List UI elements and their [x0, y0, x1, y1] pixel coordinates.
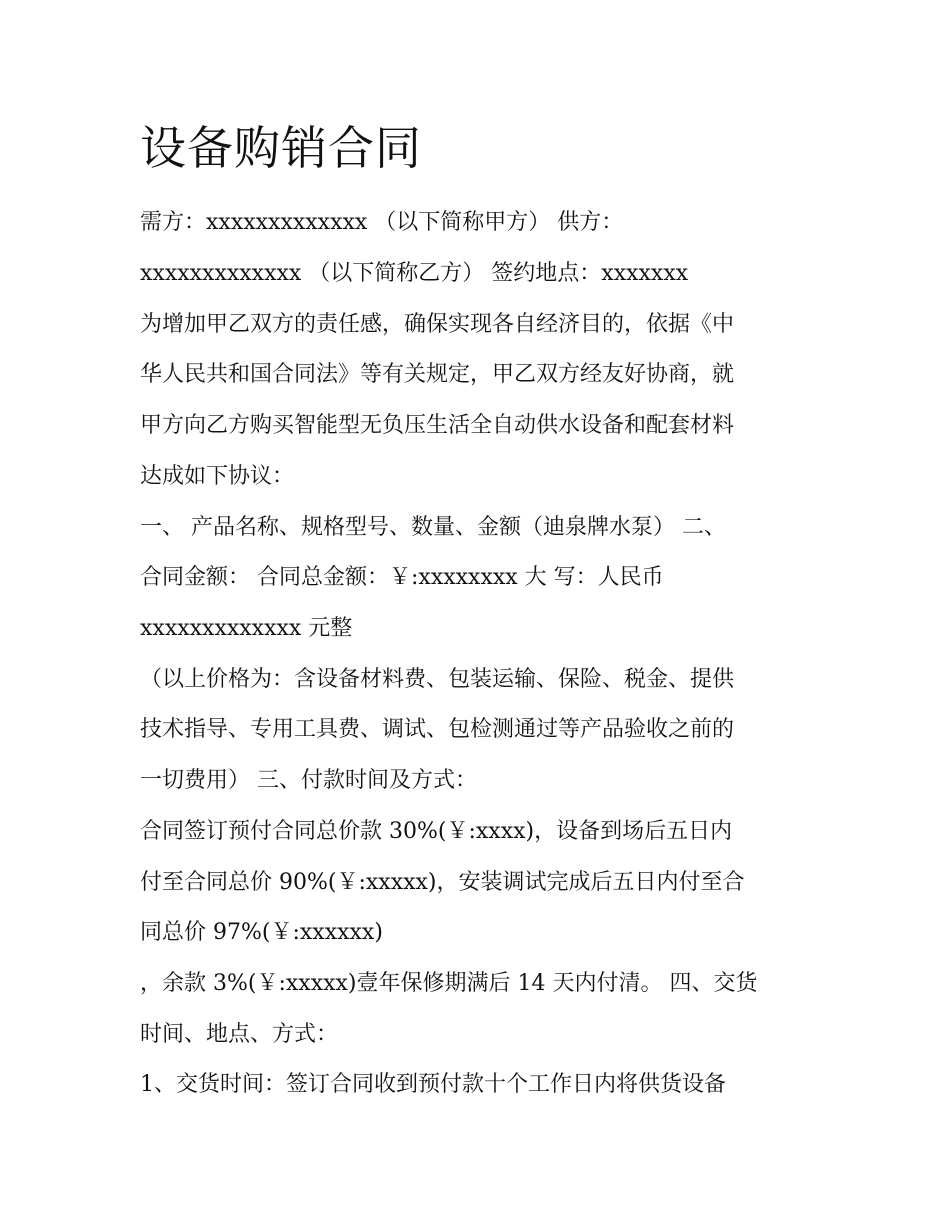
text-line-16: ，余款 3%(￥:xxxxx)壹年保修期满后 14 天内付清。 四、交货	[140, 971, 758, 996]
text-line-1: 需方：xxxxxxxxxxxxx （以下简称甲方） 供方：	[140, 210, 624, 235]
text-line-14: 付至合同总价 90%(￥:xxxxx)，安装调试完成后五日内付至合	[140, 870, 745, 895]
text-line-2: xxxxxxxxxxxxx （以下简称乙方） 签约地点：xxxxxxx	[140, 261, 689, 286]
document-title: 设备购销合同	[140, 121, 422, 175]
text-line-7: 一、 产品名称、规格型号、数量、金额（迪泉牌水泵） 二、	[140, 515, 726, 540]
text-line-9: xxxxxxxxxxxxx 元整	[140, 616, 353, 641]
text-line-15: 同总价 97%(￥:xxxxxx)	[140, 920, 383, 945]
text-line-5: 甲方向乙方购买智能型无负压生活全自动供水设备和配套材料	[140, 413, 735, 438]
text-line-3: 为增加甲乙双方的责任感，确保实现各自经济目的，依据《中	[140, 312, 735, 337]
text-line-10: （以上价格为：含设备材料费、包装运输、保险、税金、提供	[140, 667, 735, 692]
text-line-12: 一切费用） 三、付款时间及方式：	[140, 768, 477, 793]
text-line-4: 华人民共和国合同法》等有关规定，甲乙双方经友好协商，就	[140, 362, 735, 387]
text-line-17: 时间、地点、方式：	[140, 1022, 339, 1047]
text-line-8: 合同金额： 合同总金额：￥:xxxxxxxx 大 写：人民币	[140, 565, 664, 590]
text-line-13: 合同签订预付合同总价款 30%(￥:xxxx)，设备到场后五日内	[140, 819, 733, 844]
text-line-11: 技术指导、专用工具费、调试、包检测通过等产品验收之前的	[140, 717, 735, 742]
text-line-18: 1、交货时间：签订合同收到预付款十个工作日内将供货设备	[140, 1072, 726, 1097]
text-line-6: 达成如下协议：	[140, 464, 295, 489]
